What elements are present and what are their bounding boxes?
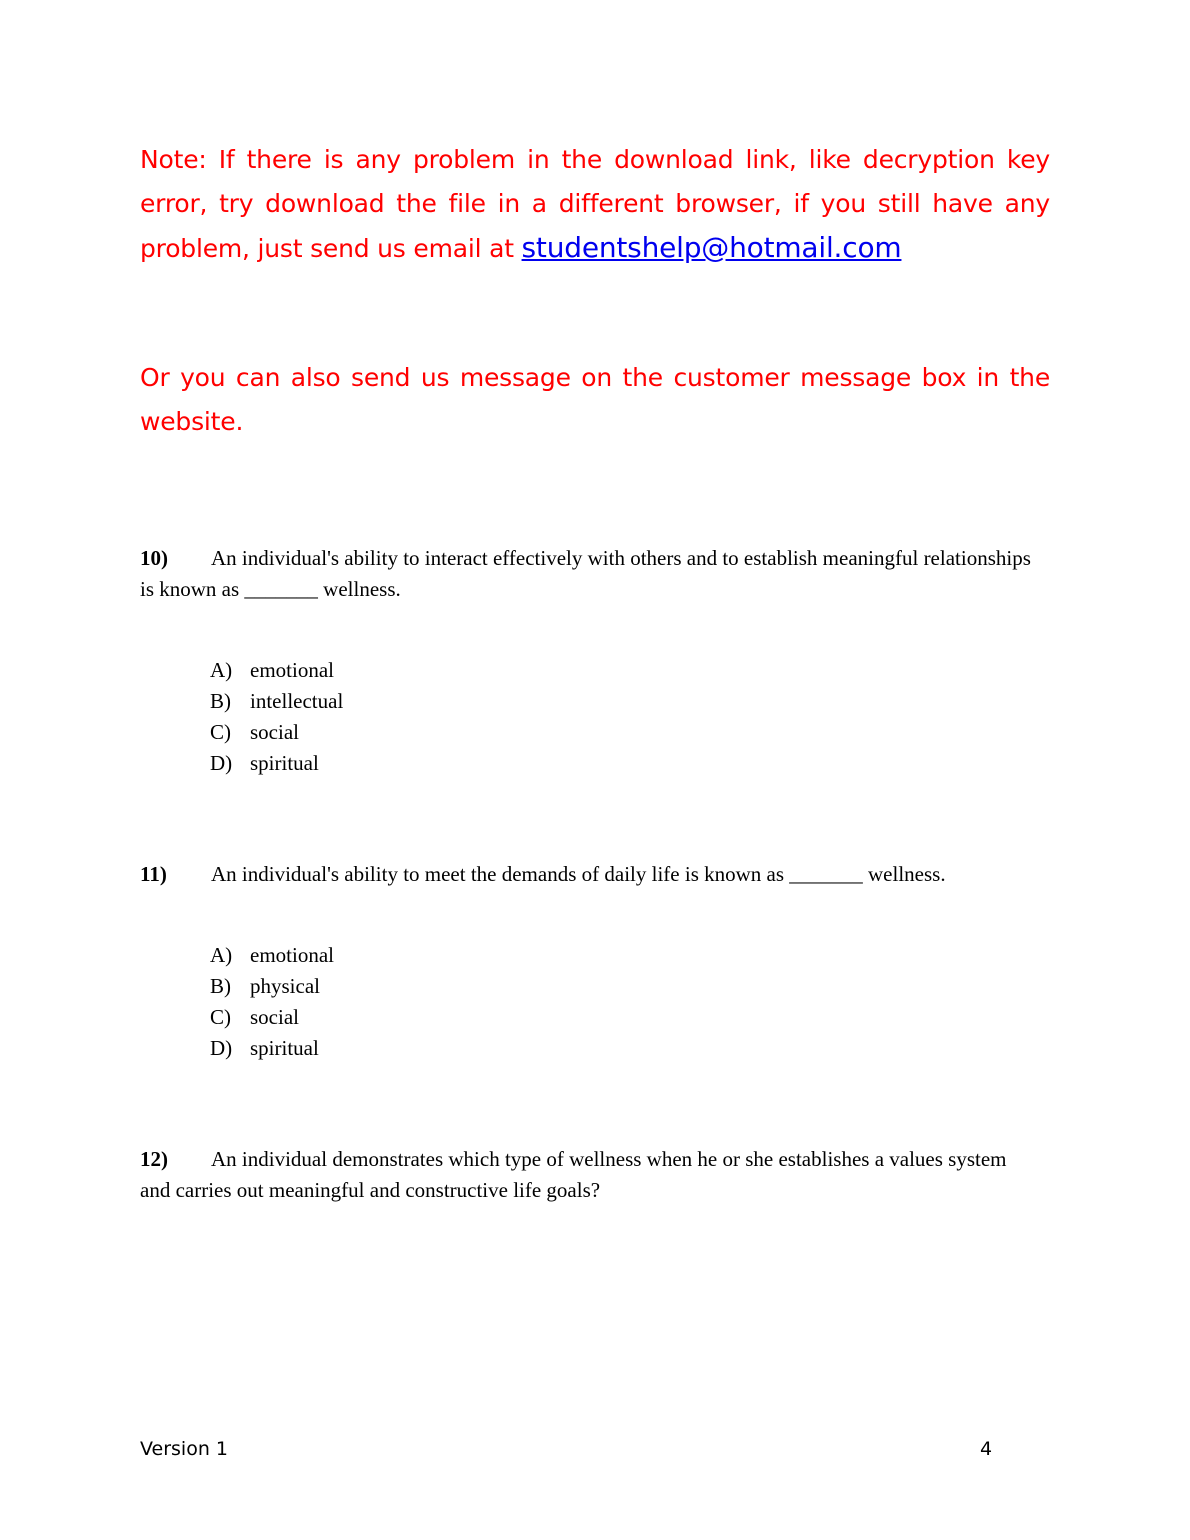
option-item <box>210 717 343 748</box>
option-text: physical <box>250 974 320 998</box>
option-letter: D) <box>210 1036 233 1060</box>
option-text: emotional <box>250 943 334 967</box>
option-text: spiritual <box>250 1036 319 1060</box>
option-letter: C) <box>210 720 231 744</box>
message-box-note: Or you can also send us message on the customer message box in the website. <box>140 363 1050 436</box>
footer-version: Version 1 <box>140 1438 228 1460</box>
option-text: social <box>250 720 299 744</box>
option-text: emotional <box>250 658 334 682</box>
question-text: An individual's ability to interact effectively with others and to establish meaningful relationships is known as _______ wellness. <box>140 546 1031 601</box>
question-11 <box>140 859 1040 890</box>
option-letter: C) <box>210 1005 231 1029</box>
question-12 <box>140 1144 1040 1206</box>
option-letter: A) <box>210 658 233 682</box>
option-item <box>210 655 343 686</box>
option-text: intellectual <box>250 689 344 713</box>
option-item <box>210 971 334 1002</box>
question-number: 11) <box>140 862 167 886</box>
option-text: social <box>250 1005 299 1029</box>
question-11-options <box>210 940 334 1064</box>
question-text: An individual's ability to meet the demands of daily life is known as _______ wellness. <box>211 862 946 886</box>
support-email-link[interactable]: studentshelp@hotmail.com <box>521 231 902 264</box>
question-number: 12) <box>140 1147 168 1171</box>
download-note <box>140 138 1050 271</box>
option-letter: A) <box>210 943 233 967</box>
option-item <box>210 1002 334 1033</box>
option-letter: B) <box>210 689 231 713</box>
option-item <box>210 940 334 971</box>
download-note-text: Note: If there is any problem in the download link, like decryption key error, try download the file in a different browser, if you still have any problem, just send us email at <box>140 145 1050 263</box>
option-item <box>210 1033 334 1064</box>
option-letter: D) <box>210 751 233 775</box>
option-letter: B) <box>210 974 231 998</box>
question-10 <box>140 543 1040 605</box>
question-number: 10) <box>140 546 168 570</box>
option-text: spiritual <box>250 751 319 775</box>
footer-page-number: 4 <box>980 1438 993 1460</box>
option-item <box>210 686 343 717</box>
question-text: An individual demonstrates which type of wellness when he or she establishes a values system and carries out meaningful and constructive life goals? <box>140 1147 1007 1202</box>
question-10-options <box>210 655 343 779</box>
option-item <box>210 748 343 779</box>
